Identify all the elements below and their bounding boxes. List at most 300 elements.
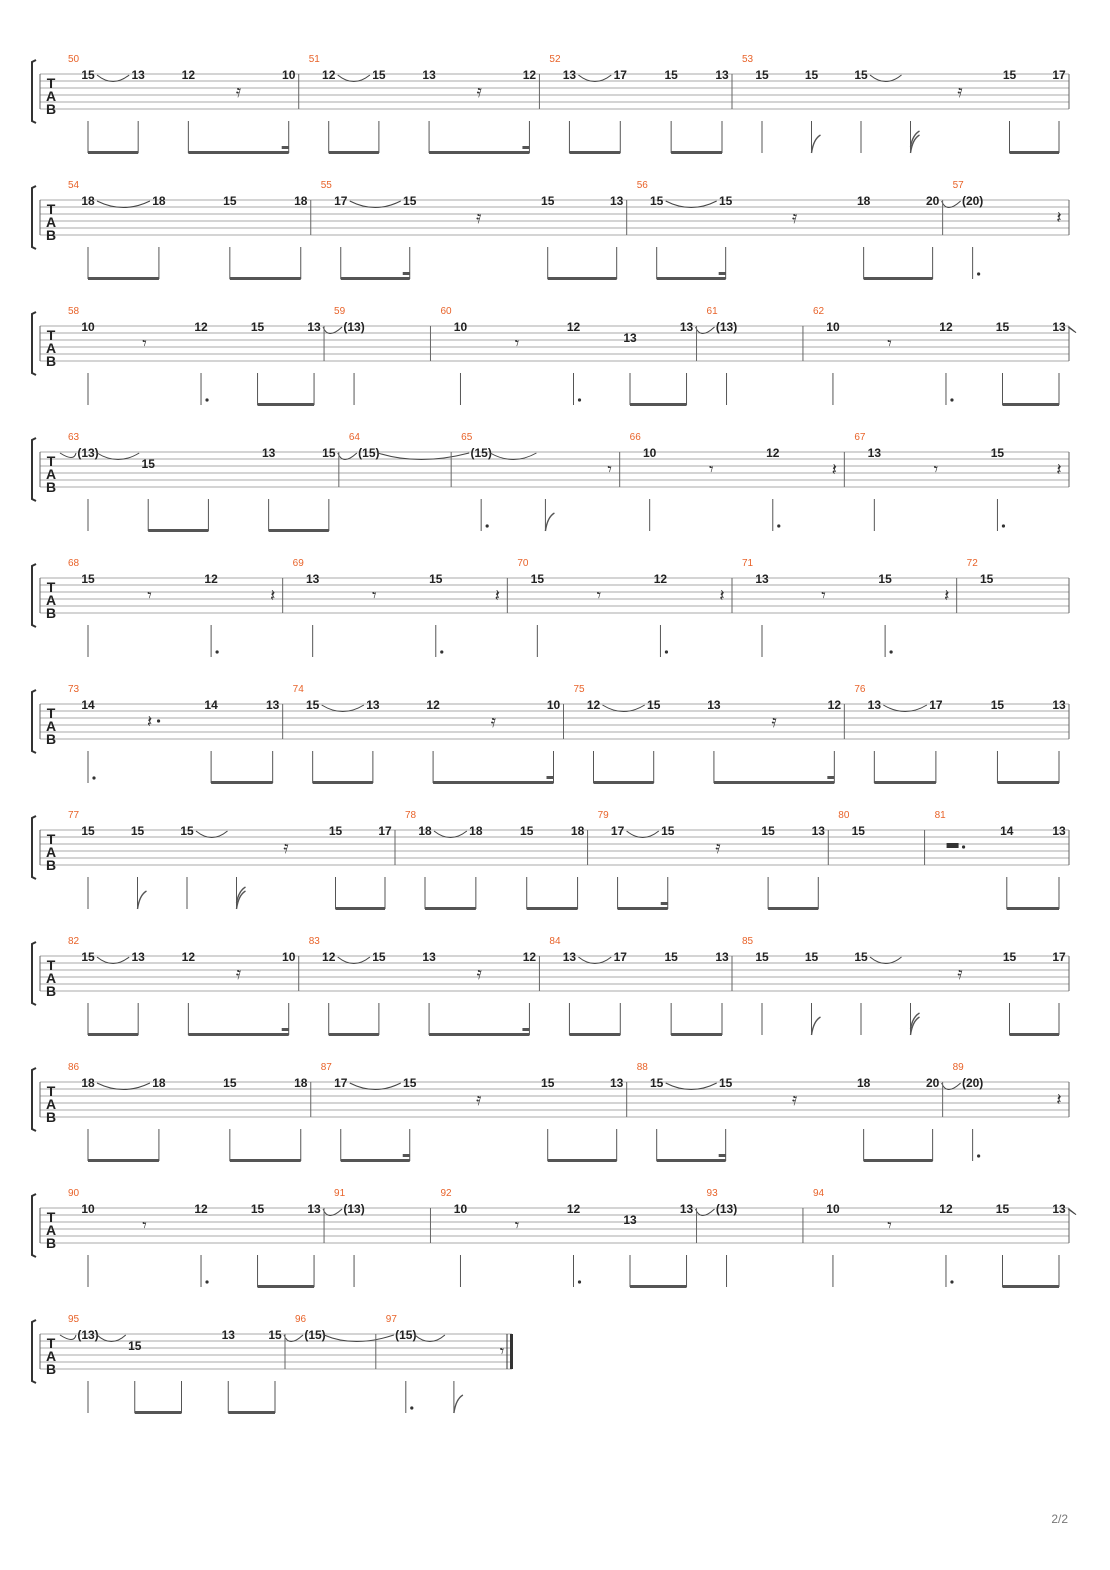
fret-number: 15 [854, 68, 868, 82]
measure-number: 78 [405, 810, 417, 821]
system [32, 432, 1069, 532]
fret-number: 10 [81, 320, 95, 334]
fret-number: 12 [566, 320, 581, 334]
fret-number: 13 [715, 950, 729, 964]
rest-symbol: 𝄾 [514, 1216, 520, 1236]
measure [574, 684, 845, 784]
measure [68, 1062, 311, 1162]
measure-number: 91 [334, 1188, 346, 1199]
rest-symbol: 𝄾 [147, 586, 152, 606]
beam [188, 1033, 288, 1036]
beam [630, 1285, 687, 1288]
tab-clef-letter: A [45, 340, 57, 356]
measure [953, 180, 1069, 279]
measure [68, 54, 299, 154]
duration-dot [665, 650, 668, 653]
sub-beam [719, 272, 726, 275]
fret-number: 15 [650, 1076, 664, 1090]
measure [637, 1062, 961, 1162]
fret-number: 15 [804, 68, 819, 82]
fret-number: 15 [223, 1076, 237, 1090]
rest-symbol: 𝄽 [494, 586, 500, 606]
note-flag [237, 891, 246, 909]
measure-number: 62 [812, 306, 825, 317]
rest-symbol: 𝄽 [1056, 1090, 1062, 1110]
beam [329, 151, 379, 154]
beam [329, 1033, 379, 1036]
measure [68, 936, 299, 1036]
rest-symbol: 𝄽 [831, 460, 837, 480]
measure-number: 88 [636, 1062, 648, 1073]
fret-number: 10 [453, 1202, 468, 1216]
measure-number: 67 [854, 432, 866, 443]
tab-clef-letter: A [45, 970, 57, 986]
beam [874, 781, 936, 784]
fret-number: 15 [995, 320, 1010, 334]
measure-number: 64 [348, 432, 360, 443]
fret-number: 15 [761, 824, 775, 838]
fret-number: 15 [530, 572, 545, 586]
tie-arc [60, 1335, 76, 1340]
fret-number: 15 [81, 824, 95, 838]
rest-symbol: 𝄾 [142, 334, 147, 354]
fret-number: 13 [131, 950, 145, 964]
note-flag [812, 1017, 821, 1035]
system-bracket [32, 1320, 36, 1383]
fret-number: 14 [204, 698, 218, 712]
half-rest [947, 843, 959, 848]
beam [714, 781, 834, 784]
rest-symbol: 𝄿 [715, 838, 721, 858]
measure-number: 97 [385, 1314, 397, 1325]
fret-number: 15 [305, 698, 320, 712]
measure [334, 1188, 430, 1287]
measure-number: 83 [308, 936, 320, 947]
rest-symbol: 𝄿 [771, 712, 777, 732]
rest-symbol: 𝄿 [957, 82, 963, 102]
measure [461, 432, 620, 531]
measure [68, 306, 342, 406]
duration-dot [205, 398, 208, 401]
measure [549, 54, 732, 154]
fret-number: 13 [1052, 320, 1066, 334]
tab-clef-letter: T [46, 327, 56, 343]
system [32, 1314, 513, 1414]
beam [657, 1159, 726, 1162]
measure-number: 84 [549, 936, 561, 947]
fret-number: 15 [141, 457, 155, 471]
fret-number: 15 [1002, 950, 1017, 964]
beam [1002, 1285, 1059, 1288]
beam [88, 1159, 159, 1162]
rest-symbol: 𝄽 [944, 586, 950, 606]
beam [997, 781, 1059, 784]
tab-clef-letter: A [45, 214, 57, 230]
system-bracket [32, 1194, 36, 1257]
fret-number: 15 [268, 1328, 282, 1342]
system [32, 1188, 1076, 1288]
measure-number: 69 [292, 558, 304, 569]
fret-number: 13 [422, 68, 436, 82]
tab-clef-letter: B [45, 857, 57, 873]
fret-number: 10 [282, 950, 296, 964]
fret-number: 15 [328, 824, 343, 838]
fret-number: 13 [1052, 698, 1066, 712]
measure-number: 85 [742, 936, 754, 947]
tab-clef-letter: T [46, 705, 56, 721]
fret-number: 15 [322, 446, 336, 460]
beam [341, 277, 410, 280]
beam [1007, 907, 1059, 910]
fret-number: 13 [610, 194, 624, 208]
beam [88, 151, 138, 154]
measure [60, 1314, 303, 1414]
fret-number: 13 [679, 1202, 694, 1216]
fret-number: 13 [261, 446, 276, 460]
system-bracket [32, 60, 36, 123]
fret-number: 13 [811, 824, 825, 838]
beam [425, 907, 476, 910]
sub-beam [547, 776, 554, 779]
fret-number: 17 [1052, 68, 1066, 82]
system-bracket [32, 564, 36, 627]
fret-number: 13 [715, 68, 729, 82]
rest-symbol: 𝄿 [476, 82, 482, 102]
tab-clef-letter: A [45, 592, 57, 608]
fret-number: 12 [766, 446, 780, 460]
measure [854, 432, 1069, 531]
fret-number: 15 [804, 950, 819, 964]
fret-number: 12 [586, 698, 601, 712]
beam [211, 781, 273, 784]
fret-number: 17 [1052, 950, 1066, 964]
beam [313, 781, 373, 784]
measure-number: 53 [742, 54, 754, 65]
measure-number: 76 [854, 684, 866, 695]
fret-number: 12 [194, 1202, 208, 1216]
rest-symbol: 𝄿 [792, 1090, 798, 1110]
fret-number: 17 [334, 194, 348, 208]
rest-symbol: 𝄿 [490, 712, 496, 732]
sub-beam [719, 1154, 726, 1157]
rest-symbol: 𝄿 [235, 964, 242, 984]
sub-beam [403, 1154, 410, 1157]
measure [637, 180, 961, 280]
fret-number: 12 [939, 1202, 953, 1216]
system-bracket [32, 690, 36, 753]
fret-number: 15 [130, 824, 145, 838]
beam [569, 1033, 620, 1036]
fret-number: 15 [647, 698, 661, 712]
beam [258, 403, 315, 406]
fret-number: 13 [265, 698, 280, 712]
rest-dot [157, 719, 160, 722]
fret-number: (15) [304, 1328, 326, 1342]
fret-number: (15) [470, 446, 492, 460]
rest-symbol: 𝄿 [283, 838, 289, 858]
rest-symbol: 𝄽 [270, 586, 276, 606]
fret-number: 12 [181, 950, 196, 964]
measure [935, 810, 1069, 910]
measure [293, 558, 508, 657]
fret-number: 13 [307, 320, 321, 334]
rest-symbol: 𝄾 [933, 460, 939, 480]
measure [549, 936, 732, 1036]
measure-number: 93 [706, 1188, 718, 1199]
measure [68, 180, 311, 280]
system-bracket [32, 1068, 36, 1131]
fret-number: 13 [307, 1202, 321, 1216]
fret-number: 14 [1000, 824, 1014, 838]
fret-number: 15 [403, 1076, 417, 1090]
measure [598, 810, 829, 910]
system [32, 54, 1069, 154]
beam [230, 277, 301, 280]
fret-number: 13 [755, 572, 769, 586]
tab-clef-letter: A [45, 466, 57, 482]
tab-clef-letter: B [45, 983, 57, 999]
rest-symbol: 𝄿 [235, 82, 242, 102]
fret-number: 13 [422, 950, 436, 964]
measure-number: 79 [597, 810, 609, 821]
measure-number: 65 [461, 432, 473, 443]
system [32, 684, 1069, 784]
measure-number: 95 [68, 1314, 80, 1325]
measure-number: 90 [68, 1188, 80, 1199]
fret-number: 12 [522, 950, 537, 964]
fret-number: 12 [204, 572, 218, 586]
tab-clef-letter: B [45, 1235, 57, 1251]
fret-number: 10 [282, 68, 296, 82]
measure [813, 306, 1076, 406]
fret-number: (13) [715, 320, 738, 334]
tab-clef-letter: T [46, 201, 56, 217]
fret-number: 15 [250, 1202, 265, 1216]
fret-number: 13 [221, 1328, 235, 1342]
system [32, 306, 1076, 406]
rest-symbol: 𝄽 [1056, 460, 1062, 480]
rest-dot [962, 845, 965, 848]
measure [309, 54, 540, 154]
final-bar-thick [510, 1334, 513, 1369]
fret-number: 17 [334, 1076, 348, 1090]
measure [440, 1188, 714, 1288]
measure-number: 60 [440, 306, 452, 317]
fret-number: 15 [81, 950, 95, 964]
note-flag [812, 135, 821, 153]
fret-number: (13) [343, 320, 365, 334]
beam [228, 1411, 275, 1414]
fret-number: 13 [366, 698, 380, 712]
fret-number: 13 [305, 572, 320, 586]
beam [88, 277, 159, 280]
rest-symbol: 𝄾 [887, 1216, 892, 1236]
fret-number: 15 [664, 68, 678, 82]
duration-dot [205, 1280, 208, 1283]
measure-number: 77 [68, 810, 80, 821]
fret-number: 13 [707, 698, 721, 712]
beam [429, 1033, 529, 1036]
measure-number: 74 [292, 684, 304, 695]
measure [386, 1314, 512, 1413]
fret-number: 14 [81, 698, 95, 712]
tab-clef-letter: B [45, 731, 57, 747]
fret-number: (15) [358, 446, 380, 460]
fret-number: 15 [664, 950, 678, 964]
tab-clef-letter: B [45, 479, 57, 495]
fret-number: 17 [613, 68, 627, 82]
tab-clef-letter: B [45, 227, 57, 243]
measure-number: 66 [629, 432, 641, 443]
fret-number: 13 [1052, 1202, 1066, 1216]
fret-number: 17 [929, 698, 943, 712]
rest-symbol: 𝄾 [514, 334, 520, 354]
measure-number: 56 [636, 180, 648, 191]
measure-number: 81 [934, 810, 946, 821]
measure [707, 1188, 803, 1287]
beam [671, 1033, 722, 1036]
fret-number: 12 [426, 698, 440, 712]
fret-number: 17 [378, 824, 392, 838]
measure [707, 306, 803, 405]
measure-number: 80 [838, 810, 850, 821]
fret-number: 13 [562, 68, 577, 82]
fret-number: 15 [718, 1076, 733, 1090]
fret-number: 13 [867, 446, 882, 460]
beam [1010, 151, 1060, 154]
duration-dot [578, 398, 581, 401]
measure [321, 180, 627, 280]
measure-number: 94 [812, 1188, 825, 1199]
fret-number: 15 [520, 824, 534, 838]
measure [953, 1062, 1069, 1161]
fret-number: 12 [194, 320, 208, 334]
beam [230, 1159, 301, 1162]
measure [440, 306, 714, 406]
system [32, 936, 1069, 1036]
fret-number: 15 [250, 320, 265, 334]
measure [742, 558, 957, 657]
measure-number: 68 [68, 558, 80, 569]
beam [618, 907, 668, 910]
rest-symbol: 𝄿 [476, 208, 482, 228]
sub-beam [403, 272, 410, 275]
measure [309, 936, 540, 1036]
beam [671, 151, 722, 154]
rest-symbol: 𝄾 [596, 586, 602, 606]
fret-number: 15 [878, 572, 892, 586]
fret-number: 18 [469, 824, 483, 838]
duration-dot [92, 776, 95, 779]
system-bracket [32, 186, 36, 249]
sub-beam [282, 146, 289, 149]
fret-number: 17 [610, 824, 625, 838]
fret-number: (13) [715, 1202, 738, 1216]
fret-number: (15) [395, 1328, 417, 1342]
rest-symbol: 𝄾 [371, 586, 377, 606]
sub-beam [661, 902, 668, 905]
beam [1010, 1033, 1060, 1036]
sub-beam [522, 146, 529, 149]
measure [517, 558, 732, 657]
fret-number: 18 [856, 1076, 871, 1090]
tab-clef-letter: B [45, 101, 57, 117]
measure-number: 87 [320, 1062, 332, 1073]
fret-number: (20) [961, 1076, 984, 1090]
rest-symbol: 𝄾 [708, 460, 714, 480]
fret-number: 20 [925, 1076, 940, 1090]
fret-number: 15 [223, 194, 237, 208]
duration-dot [950, 1280, 953, 1283]
fret-number: 15 [403, 194, 417, 208]
measure-number: 52 [549, 54, 561, 65]
duration-dot [216, 650, 219, 653]
beam [433, 781, 553, 784]
fret-number: 15 [541, 1076, 555, 1090]
fret-number: (13) [77, 446, 99, 460]
tab-clef-letter: A [45, 1348, 57, 1364]
tab-clef-letter: A [45, 88, 57, 104]
fret-number: 12 [827, 698, 842, 712]
fret-number: 15 [429, 572, 443, 586]
fret-number: 12 [181, 68, 196, 82]
measure-number: 73 [68, 684, 80, 695]
measure [68, 810, 395, 910]
fret-number: 13 [131, 68, 145, 82]
beam [594, 781, 654, 784]
tab-clef-letter: T [46, 579, 56, 595]
rest-symbol: 𝄽 [719, 586, 725, 606]
beam [548, 1159, 617, 1162]
measure-number: 92 [440, 1188, 452, 1199]
fret-number: 15 [372, 68, 386, 82]
measure-number: 70 [517, 558, 529, 569]
fret-number: 13 [562, 950, 577, 964]
beam [1002, 403, 1059, 406]
rest-symbol: 𝄾 [887, 334, 892, 354]
tab-clef-letter: T [46, 75, 56, 91]
fret-number: 10 [826, 320, 840, 334]
tab-clef-letter: A [45, 1096, 57, 1112]
measure [813, 1188, 1076, 1288]
beam [657, 277, 726, 280]
measure-number: 86 [68, 1062, 80, 1073]
fret-number: 18 [570, 824, 585, 838]
measure [321, 1062, 627, 1162]
note-flag [545, 513, 554, 531]
note-flag [454, 1395, 463, 1413]
fret-number: 12 [566, 1202, 581, 1216]
duration-dot [777, 524, 780, 527]
fret-number: 17 [613, 950, 627, 964]
fret-number: 15 [851, 824, 865, 838]
fret-number: 18 [152, 194, 166, 208]
duration-dot [1002, 524, 1005, 527]
sub-beam [282, 1028, 289, 1031]
system [32, 180, 1069, 280]
beam [341, 1159, 410, 1162]
rest-symbol: 𝄿 [957, 964, 963, 984]
measure-number: 59 [334, 306, 346, 317]
beam [768, 907, 818, 910]
fret-number: 15 [661, 824, 675, 838]
measure-number: 61 [706, 306, 718, 317]
fret-number: 18 [81, 1076, 95, 1090]
beam [527, 907, 578, 910]
system-bracket [32, 942, 36, 1005]
fret-number: 20 [925, 194, 940, 208]
fret-number: 12 [322, 950, 336, 964]
